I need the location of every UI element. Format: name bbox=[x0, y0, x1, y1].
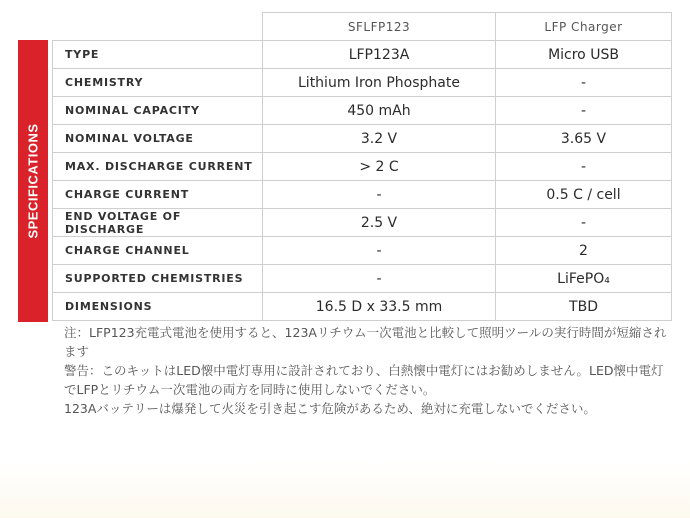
note-runtime: 注：LFP123充電式電池を使用すると、123Aリチウム一次電池と比較して照明ツールの実行時間が短縮されます bbox=[64, 325, 667, 359]
table-row bbox=[53, 209, 672, 237]
table-row bbox=[53, 237, 672, 265]
row-label: CHEMISTRY bbox=[53, 69, 263, 97]
table-row bbox=[53, 265, 672, 293]
table-row bbox=[53, 69, 672, 97]
table-row bbox=[53, 153, 672, 181]
row-label: SUPPORTED CHEMISTRIES bbox=[53, 265, 263, 293]
cell-sflfp123: Lithium Iron Phosphate bbox=[263, 69, 496, 97]
cell-lfp-charger: 3.65 V bbox=[496, 125, 672, 153]
row-label: CHARGE CURRENT bbox=[53, 181, 263, 209]
table-row bbox=[53, 41, 672, 69]
notes-block bbox=[64, 323, 674, 418]
row-label: TYPE bbox=[53, 41, 263, 69]
cell-sflfp123: 3.2 V bbox=[263, 125, 496, 153]
specifications-tab bbox=[18, 40, 48, 322]
specifications-table bbox=[52, 12, 672, 321]
cell-lfp-charger: 2 bbox=[496, 237, 672, 265]
cell-sflfp123: LFP123A bbox=[263, 41, 496, 69]
row-label: CHARGE CHANNEL bbox=[53, 237, 263, 265]
table-row bbox=[53, 293, 672, 321]
bottom-fade bbox=[0, 460, 690, 518]
row-label: END VOLTAGE OF DISCHARGE bbox=[53, 209, 263, 237]
column-header-sflfp123: SFLFP123 bbox=[263, 13, 496, 41]
cell-sflfp123: - bbox=[263, 265, 496, 293]
note-no-charge: 123Aバッテリーは爆発して火災を引き起こす危険があるため、絶対に充電しないでください。 bbox=[64, 401, 596, 416]
table-row bbox=[53, 181, 672, 209]
row-label: NOMINAL CAPACITY bbox=[53, 97, 263, 125]
cell-sflfp123: 16.5 D x 33.5 mm bbox=[263, 293, 496, 321]
table-row bbox=[53, 97, 672, 125]
cell-lfp-charger: LiFePO₄ bbox=[496, 265, 672, 293]
cell-sflfp123: 450 mAh bbox=[263, 97, 496, 125]
cell-lfp-charger: 0.5 C / cell bbox=[496, 181, 672, 209]
cell-lfp-charger: Micro USB bbox=[496, 41, 672, 69]
table-header-row bbox=[53, 13, 672, 41]
cell-lfp-charger: - bbox=[496, 97, 672, 125]
row-label: DIMENSIONS bbox=[53, 293, 263, 321]
header-corner bbox=[53, 13, 263, 41]
cell-lfp-charger: TBD bbox=[496, 293, 672, 321]
note-warning: 警告：このキットはLED懐中電灯専用に設計されており、白熱懐中電灯にはお勧めしません。LED懐中電灯でLFPとリチウム一次電池の両方を同時に使用しないでください。 bbox=[64, 363, 664, 397]
row-label: NOMINAL VOLTAGE bbox=[53, 125, 263, 153]
row-label: MAX. DISCHARGE CURRENT bbox=[53, 153, 263, 181]
column-header-lfp-charger: LFP Charger bbox=[496, 13, 672, 41]
cell-sflfp123: 2.5 V bbox=[263, 209, 496, 237]
cell-lfp-charger: - bbox=[496, 153, 672, 181]
cell-sflfp123: - bbox=[263, 237, 496, 265]
cell-sflfp123: > 2 C bbox=[263, 153, 496, 181]
specifications-tab-label: SPECIFICATIONS bbox=[25, 123, 41, 239]
cell-lfp-charger: - bbox=[496, 69, 672, 97]
cell-sflfp123: - bbox=[263, 181, 496, 209]
cell-lfp-charger: - bbox=[496, 209, 672, 237]
table-row bbox=[53, 125, 672, 153]
